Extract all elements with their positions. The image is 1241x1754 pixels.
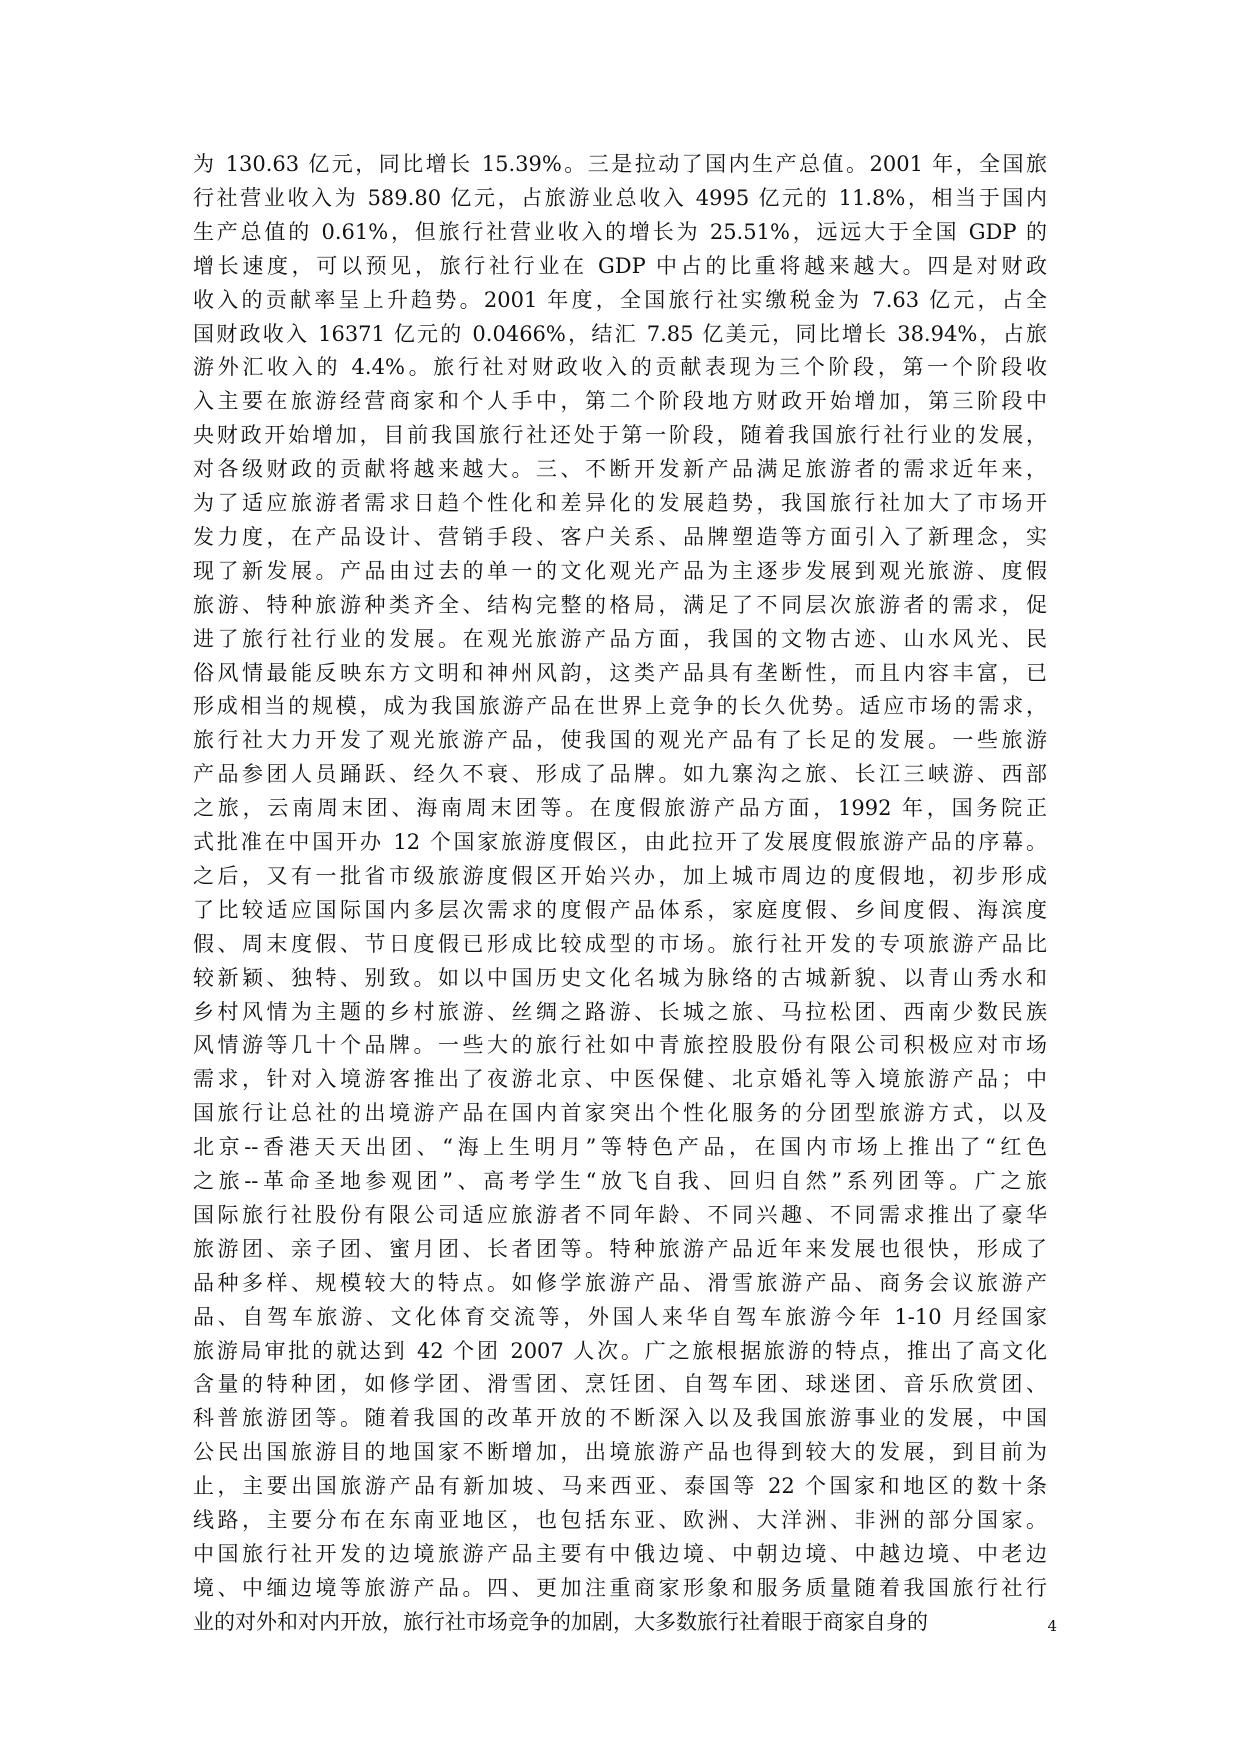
body-text-line: 品、自驾车旅游、文化体育交流等，外国人来华自驾车旅游今年 1-10 月经国家 — [193, 1305, 1047, 1329]
body-text-line: 发力度，在产品设计、营销手段、客户关系、品牌塑造等方面引入了新理念，实 — [193, 525, 1047, 549]
body-text-line: 行社营业收入为 589.80 亿元，占旅游业总收入 4995 亿元的 11.8%，相当于国内 — [193, 186, 1047, 210]
body-text-line: 生产总值的 0.61%，但旅行社营业收入的增长为 25.51%，远远大于全国 GDP 的 — [193, 220, 1047, 244]
body-text-line: 国旅行让总社的出境游产品在国内首家突出个性化服务的分团型旅游方式，以及 — [193, 1101, 1047, 1125]
body-text-line: 假、周末度假、节日度假已形成比较成型的市场。旅行社开发的专项旅游产品比 — [193, 932, 1047, 956]
body-text-line: 旅游、特种旅游种类齐全、结构完整的格局，满足了不同层次旅游者的需求，促 — [193, 593, 1047, 617]
body-text-line: 北京--香港天天出团、“海上生明月”等特色产品，在国内市场上推出了“红色 — [193, 1135, 1047, 1159]
body-text-line: 之旅--革命圣地参观团”、高考学生“放飞自我、回归自然”系列团等。广之旅 — [193, 1169, 1047, 1193]
body-text-line: 央财政开始增加，目前我国旅行社还处于第一阶段，随着我国旅行社行业的发展， — [193, 423, 1047, 447]
body-text-line: 为了适应旅游者需求日趋个性化和差异化的发展趋势，我国旅行社加大了市场开 — [193, 491, 1047, 515]
body-text-line: 式批准在中国开办 12 个国家旅游度假区，由此拉开了发展度假旅游产品的序幕。 — [193, 830, 1047, 854]
body-text-line: 了比较适应国际国内多层次需求的度假产品体系，家庭度假、乡间度假、海滨度 — [193, 898, 1047, 922]
body-text-line: 国际旅行社股份有限公司适应旅游者不同年龄、不同兴趣、不同需求推出了豪华 — [193, 1203, 1047, 1227]
body-text-line: 对各级财政的贡献将越来越大。三、不断开发新产品满足旅游者的需求近年来， — [193, 457, 1047, 481]
body-text-line: 线路，主要分布在东南亚地区，也包括东亚、欧洲、大洋洲、非洲的部分国家。 — [193, 1508, 1047, 1532]
body-text-line: 旅游团、亲子团、蜜月团、长者团等。特种旅游产品近年来发展也很快，形成了 — [193, 1237, 1047, 1261]
body-text-line: 含量的特种团，如修学团、滑雪团、烹饪团、自驾车团、球迷团、音乐欣赏团、 — [193, 1372, 1047, 1396]
body-text-line: 境、中缅边境等旅游产品。四、更加注重商家形象和服务质量随着我国旅行社行 — [193, 1576, 1047, 1600]
body-text-line: 收入的贡献率呈上升趋势。2001 年度，全国旅行社实缴税金为 7.63 亿元，占全 — [193, 288, 1047, 312]
body-text-line: 旅行社大力开发了观光旅游产品，使我国的观光产品有了长足的发展。一些旅游 — [193, 728, 1047, 752]
body-text-line: 风情游等几十个品牌。一些大的旅行社如中青旅控股股份有限公司积极应对市场 — [193, 1033, 1047, 1057]
body-text-line: 业的对外和对内开放，旅行社市场竞争的加剧，大多数旅行社着眼于商家自身的 — [193, 1610, 928, 1634]
body-text-line: 品种多样、规模较大的特点。如修学旅游产品、滑雪旅游产品、商务会议旅游产 — [193, 1271, 1047, 1295]
body-text-line: 之后，又有一批省市级旅游度假区开始兴办，加上城市周边的度假地，初步形成 — [193, 864, 1047, 888]
body-text-line: 现了新发展。产品由过去的单一的文化观光产品为主逐步发展到观光旅游、度假 — [193, 559, 1047, 583]
body-text-line: 需求，针对入境游客推出了夜游北京、中医保健、北京婚礼等入境旅游产品；中 — [193, 1067, 1047, 1091]
body-text-line: 产品参团人员踊跃、经久不衰、形成了品牌。如九寨沟之旅、长江三峡游、西部 — [193, 762, 1047, 786]
body-text-line: 止，主要出国旅游产品有新加坡、马来西亚、泰国等 22 个国家和地区的数十条 — [193, 1474, 1047, 1498]
body-text-line: 为 130.63 亿元，同比增长 15.39%。三是拉动了国内生产总值。2001 年，全国旅 — [193, 152, 1047, 176]
body-text-line: 乡村风情为主题的乡村旅游、丝绸之路游、长城之旅、马拉松团、西南少数民族 — [193, 1000, 1047, 1024]
body-text-line: 入主要在旅游经营商家和个人手中，第二个阶段地方财政开始增加，第三阶段中 — [193, 389, 1047, 413]
body-text-line: 之旅，云南周末团、海南周末团等。在度假旅游产品方面，1992 年，国务院正 — [193, 796, 1047, 820]
page-number: 4 — [1047, 1617, 1057, 1635]
body-text-line: 旅游局审批的就达到 42 个团 2007 人次。广之旅根据旅游的特点，推出了高文化 — [193, 1339, 1047, 1363]
body-text-line: 科普旅游团等。随着我国的改革开放的不断深入以及我国旅游事业的发展，中国 — [193, 1406, 1047, 1430]
body-text-line: 国财政收入 16371 亿元的 0.0466%，结汇 7.85 亿美元，同比增长 38.94%，占旅 — [193, 322, 1047, 346]
body-text-line: 俗风情最能反映东方文明和神州风韵，这类产品具有垄断性，而且内容丰富，已 — [193, 661, 1047, 685]
body-text-line: 较新颖、独特、别致。如以中国历史文化名城为脉络的古城新貌、以青山秀水和 — [193, 966, 1047, 990]
body-text-line: 中国旅行社开发的边境旅游产品主要有中俄边境、中朝边境、中越边境、中老边 — [193, 1542, 1047, 1566]
body-text-line: 进了旅行社行业的发展。在观光旅游产品方面，我国的文物古迹、山水风光、民 — [193, 627, 1047, 651]
body-text-line: 增长速度，可以预见，旅行社行业在 GDP 中占的比重将越来越大。四是对财政 — [193, 254, 1047, 278]
body-text-line: 形成相当的规模，成为我国旅游产品在世界上竞争的长久优势。适应市场的需求， — [193, 694, 1047, 718]
body-text-line: 游外汇收入的 4.4%。旅行社对财政收入的贡献表现为三个阶段，第一个阶段收 — [193, 355, 1047, 379]
body-text-line: 公民出国旅游目的地国家不断增加，出境旅游产品也得到较大的发展，到目前为 — [193, 1440, 1047, 1464]
